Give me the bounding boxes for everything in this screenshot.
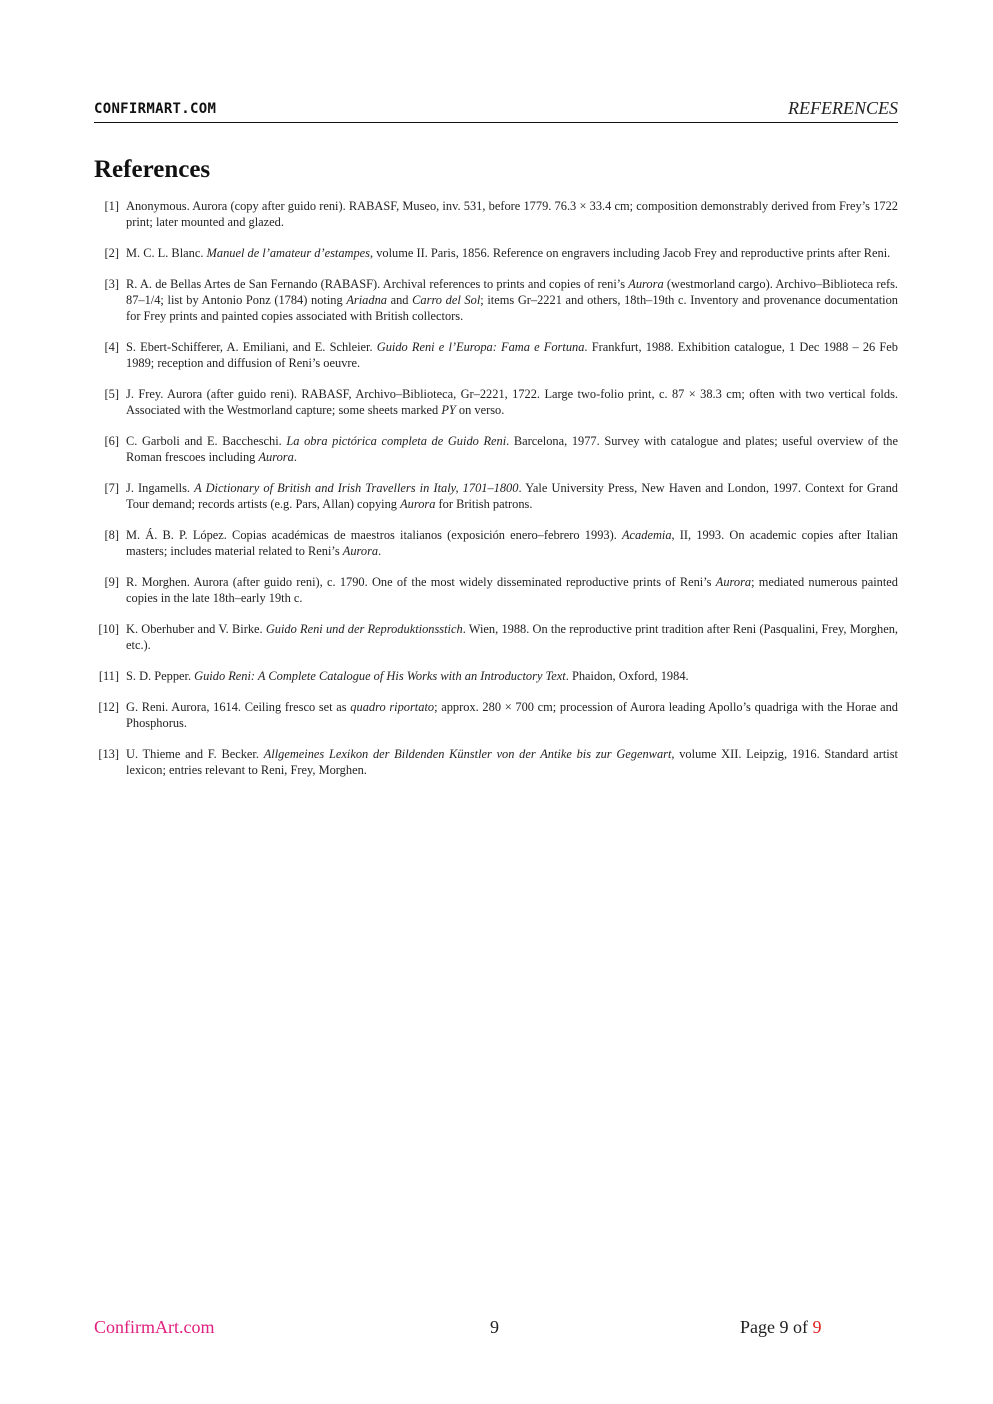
reference-text: , volume II. Paris, 1856. Reference on engravers including Jacob Frey and reproductive prints after Reni. [370,246,891,260]
reference-number: [11] [98,669,119,683]
reference-text: . Barcelona, 1977. Survey with catalogue and plates; useful overview of the Roman frescoes including [126,434,898,464]
reference-number: [6] [104,434,119,448]
footer-page-total[interactable]: 9 [812,1317,822,1337]
footer-brand-link[interactable]: ConfirmArt.com [94,1317,215,1337]
reference-title-italic: Guido Reni e l’Europa: Fama e Fortuna [376,340,585,354]
reference-title-italic: A Dictionary of British and Irish Travellers in Italy, 1701–1800 [194,481,519,495]
reference-number: [8] [104,528,119,542]
reference-number: [3] [104,277,119,291]
reference-title-italic: Aurora [628,277,664,291]
reference-text: , volume XII. Leipzig, 1916. Standard artist lexicon; entries relevant to Reni, Frey, Morghen. [126,747,898,777]
reference-text: U. Thieme and F. Becker. [126,747,264,761]
reference-text: ; items Gr–2221 and others, 18th–19th c. Inventory and provenance documentation for Frey prints and painted copies associated with British collectors. [126,293,898,323]
reference-title-italic: Ariadna [346,293,387,307]
reference-text: ; mediated numerous painted copies in the late 18th–early 19th c. [126,575,898,605]
reference-text: on verso. [455,403,505,417]
reference-item [94,245,898,261]
reference-title-italic: Guido Reni: A Complete Catalogue of His Works with an Introductory Text [194,669,566,683]
reference-list [94,198,898,793]
reference-number: [7] [104,481,119,495]
running-title: REFERENCES [788,98,898,118]
reference-text: S. Ebert-Schifferer, A. Emiliani, and E. Schleier. [126,340,377,354]
reference-title-italic: Aurora [258,450,294,464]
footer-page-count [740,1317,821,1338]
reference-text: R. A. de Bellas Artes de San Fernando (RABASF). Archival references to prints and copies of reni’s [126,277,629,291]
reference-text: R. Morghen. Aurora (after guido reni), c. 1790. One of the most widely disseminated reproductive prints of Reni’s [126,575,716,589]
reference-text: C. Garboli and E. Baccheschi. [126,434,287,448]
page-header [94,98,898,123]
reference-item [94,276,898,324]
reference-text: G. Reni. Aurora, 1614. Ceiling fresco set as [126,700,351,714]
reference-title-italic: Aurora [342,544,379,558]
reference-text: . [293,450,297,464]
reference-text: . Wien, 1988. On the reproductive print tradition after Reni (Pasqualini, Frey, Morghen, etc.). [126,622,898,652]
reference-text: . Yale University Press, New Haven and London, 1997. Context for Grand Tour demand; records artists (e.g. Pars, Allan) copying [126,481,898,511]
reference-text: . [378,544,382,558]
reference-title-italic: Manuel de l’amateur d’estampes [206,246,370,260]
site-logo: CONFIRMART.COM [94,101,217,117]
reference-title-italic: Aurora [400,497,436,511]
reference-number: [13] [98,747,119,761]
reference-number: [10] [98,622,119,636]
reference-number: [9] [104,575,119,589]
reference-number: [1] [104,199,119,213]
reference-number: [2] [104,246,119,260]
reference-text: . Frankfurt, 1988. Exhibition catalogue, 1 Dec 1988 – 26 Feb 1989; reception and diffusion of Reni’s oeuvre. [126,340,898,370]
reference-number: [5] [104,387,119,401]
reference-title-italic: Allgemeines Lexikon der Bildenden Künstler von der Antike bis zur Gegenwart [263,747,672,761]
reference-item [94,527,898,559]
reference-text: . Phaidon, Oxford, 1984. [565,669,689,683]
reference-title-italic: Aurora [715,575,752,589]
section-title: References [94,156,211,183]
reference-title-italic: Academia [621,528,672,542]
reference-text: ; approx. 280 × 700 cm; procession of Aurora leading Apollo’s quadriga with the Horae and Phosphorus. [126,700,899,730]
reference-text: K. Oberhuber and V. Birke. [126,622,266,636]
reference-item [94,433,898,465]
reference-item [94,621,898,653]
reference-item [94,386,898,418]
reference-item [94,668,898,684]
reference-item [94,746,898,778]
reference-text: Anonymous. Aurora (copy after guido reni). RABASF, Museo, inv. 531, before 1779. 76.3 × 33.4 cm; composition demonstrably derived from Frey’s 1722 print; later mounted and glazed. [126,199,898,229]
footer-page-number: 9 [490,1317,499,1337]
reference-title-italic: La obra pictórica completa de Guido Reni [286,434,507,448]
reference-number: [4] [104,340,119,354]
reference-item [94,699,898,731]
footer-page-prefix: Page 9 of [740,1317,808,1337]
reference-title-italic: Carro del Sol [412,293,481,307]
reference-item [94,574,898,606]
reference-text: and [386,293,413,307]
reference-title-italic: quadro riportato [350,700,435,714]
reference-text: M. C. L. Blanc. [126,246,207,260]
reference-number: [12] [98,700,119,714]
reference-title-italic: PY [441,403,456,417]
reference-text: for British patrons. [435,497,533,511]
reference-item [94,339,898,371]
reference-text: J. Ingamells. [126,481,195,495]
reference-text: M. Á. B. P. López. Copias académicas de maestros italianos (exposición enero–febrero 1993). [126,528,622,542]
reference-text: S. D. Pepper. [126,669,195,683]
reference-item [94,480,898,512]
reference-text: J. Frey. Aurora (after guido reni). RABASF, Archivo–Biblioteca, Gr–2221, 1722. Large two-folio print, c. 87 × 38.3 cm; often with two vertical folds. Associated with the Westmorland capture; some sheets marked [126,387,898,417]
reference-text: (westmorland cargo). Archivo–Biblioteca refs. 87–1/4; list by Antonio Ponz (1784) noting [126,277,899,307]
reference-item [94,198,898,230]
reference-text: , II, 1993. On academic copies after Italian masters; includes material related to Reni’s [126,528,898,558]
reference-title-italic: Guido Reni und der Reproduktionsstich [265,622,463,636]
